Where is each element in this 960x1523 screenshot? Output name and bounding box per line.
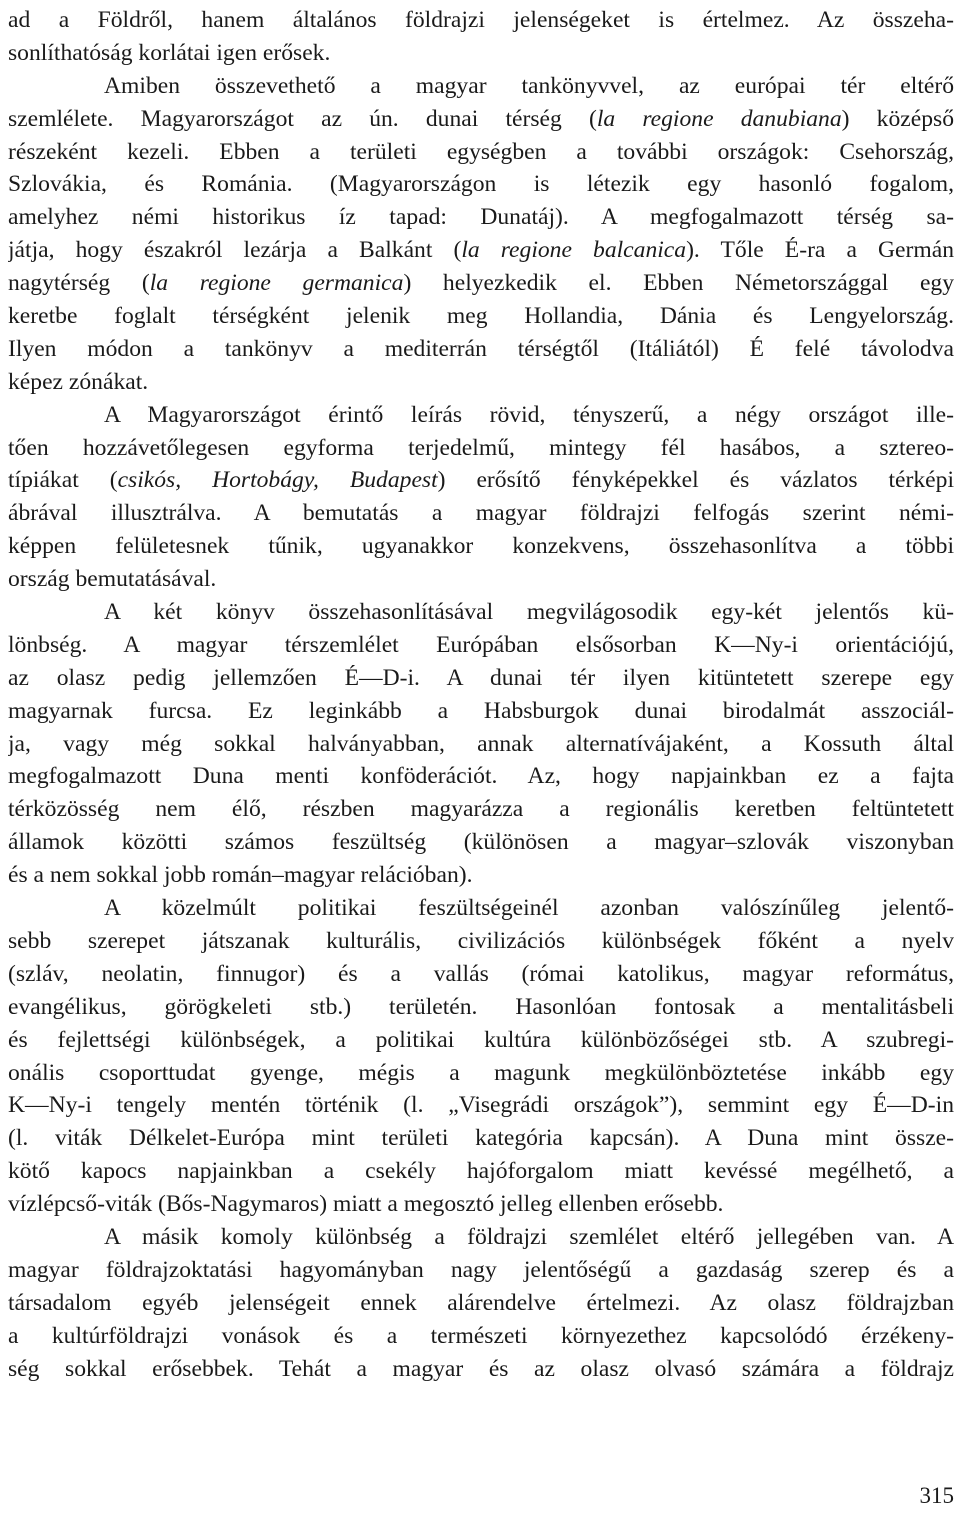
italic-term: la regione germanica	[149, 270, 404, 297]
text-line: onális csoporttudat gyenge, mégis a magunk megkülönböztetése inkább egy	[8, 1059, 954, 1086]
text-line: típiákat (csikós, Hortobágy, Budapest) erősítő fényképekkel és vázlatos térképi	[8, 467, 954, 494]
text-line: ja, vagy még sokkal halványabban, annak alternatívájaként, a Kossuth által	[8, 730, 954, 757]
text-line: szemlélete. Magyarországot az ún. dunai térség (la regione danubiana) középső	[8, 105, 954, 132]
text-line: és a nem sokkal jobb román–magyar relációban).	[8, 862, 473, 889]
text-line: A másik komoly különbség a földrajzi szemlélet eltérő jellegében van. A	[104, 1223, 954, 1250]
text-line: társadalom egyéb jelenségeit ennek alárendelve értelmezi. Az olasz földrajzban	[8, 1289, 954, 1316]
page-number: 315	[919, 1483, 954, 1508]
text-line: ad a Földről, hanem általános földrajzi jelenségeket is értelmez. Az összeha-	[8, 7, 954, 33]
text-line: térközösség nem élő, részben magyarázza a regionális keretben feltüntetett	[8, 796, 954, 823]
text-line: megfogalmazott Duna menti konföderációt. Az, hogy napjainkban ez a fajta	[8, 763, 954, 790]
body-text	[8, 4, 954, 1385]
text-line: ábrával illusztrálva. A bemutatás a magyar földrajzi felfogás szerint némi-	[8, 500, 954, 527]
italic-term: la regione danubiana	[596, 105, 842, 132]
text-line: Amiben összevethető a magyar tankönyvvel, az európai tér eltérő	[104, 72, 954, 99]
text-line: (l. viták Délkelet-Európa mint területi kategória kapcsán). A Duna mint össze-	[8, 1125, 954, 1152]
italic-term: la regione balcanica	[461, 237, 687, 264]
text-line: amelyhez némi historikus íz tapad: Dunatáj). A megfogalmazott térség sa-	[8, 204, 954, 231]
text-line: képez zónákat.	[8, 368, 149, 395]
text-line: evangélikus, görögkeleti stb.) területén. Hasonlóan fontosak a mentalitásbeli	[8, 993, 954, 1020]
text-line: magyarnak furcsa. Ez leginkább a Habsburgok dunai birodalmát asszociál-	[8, 697, 954, 724]
text-line: kötő kapocs napjainkban a csekély hajóforgalom miatt kevéssé megélhető, a	[8, 1158, 954, 1185]
text-line: magyar földrajzoktatási hagyományban nagy jelentőségű a gazdaság szerep és a	[8, 1256, 954, 1283]
text-line: A Magyarországot érintő leírás rövid, tényszerű, a négy országot ille-	[104, 401, 954, 428]
text-line: A közelmúlt politikai feszültségeinél azonban valószínűleg jelentő-	[104, 895, 954, 922]
text-line: az olasz pedig jellemzően É—D-i. A dunai tér ilyen kitüntetett szerepe egy	[8, 664, 954, 691]
text-line: sonlíthatóság korlátai igen erősek.	[8, 39, 331, 66]
text-line: ség sokkal erősebbek. Tehát a magyar és az olasz olvasó számára a földrajz	[8, 1355, 954, 1382]
text-line: tően hozzávetőlegesen egyforma terjedelmű, mintegy fél hasábos, a sztereo-	[8, 434, 954, 461]
text-line: A két könyv összehasonlításával megvilágosodik egy-két jelentős kü-	[104, 599, 954, 626]
text-line: részeként kezeli. Ebben a területi egységben a további országok: Csehország,	[8, 138, 954, 165]
text-line: lönbség. A magyar térszemlélet Európában elsősorban K—Ny-i orientációjú,	[8, 631, 954, 658]
text-line: és fejlettségi különbségek, a politikai kultúra különbözőségei stb. A szubregi-	[8, 1026, 954, 1053]
text-line: K—Ny-i tengely mentén történik (l. „Visegrádi országok”), semmint egy É—D-in	[8, 1092, 954, 1119]
text-line: képpen felületesnek tűnik, ugyanakkor konzekvens, összehasonlítva a többi	[8, 533, 954, 560]
text-line: ország bemutatásával.	[8, 566, 217, 593]
text-line: vízlépcső-viták (Bős-Nagymaros) miatt a megosztó jelleg ellenben erősebb.	[8, 1191, 724, 1218]
text-line: államok közötti számos feszültség (különösen a magyar–szlovák viszonyban	[8, 829, 954, 856]
italic-term: csikós, Hortobágy, Budapest	[117, 467, 438, 494]
text-line: sebb szerepet játszanak kulturális, civilizációs különbségek főként a nyelv	[8, 927, 954, 954]
text-line: Ilyen módon a tankönyv a mediterrán térségtől (Itáliától) É felé távolodva	[8, 335, 954, 362]
text-line: (szláv, neolatin, finnugor) és a vallás (római katolikus, magyar református,	[8, 960, 954, 987]
text-line: a kultúrföldrajzi vonások és a természeti környezethez kapcsolódó érzékeny-	[8, 1322, 954, 1349]
text-line: játja, hogy északról lezárja a Balkánt (la regione balcanica). Tőle É-ra a Germán	[8, 237, 954, 264]
text-line: keretbe foglalt térségként jelenik meg Hollandia, Dánia és Lengyelország.	[8, 303, 954, 330]
text-line: Szlovákia, és Románia. (Magyarországon is létezik egy hasonló fogalom,	[8, 171, 954, 198]
text-line: nagytérség (la regione germanica) helyezkedik el. Ebben Németországgal egy	[8, 270, 954, 297]
